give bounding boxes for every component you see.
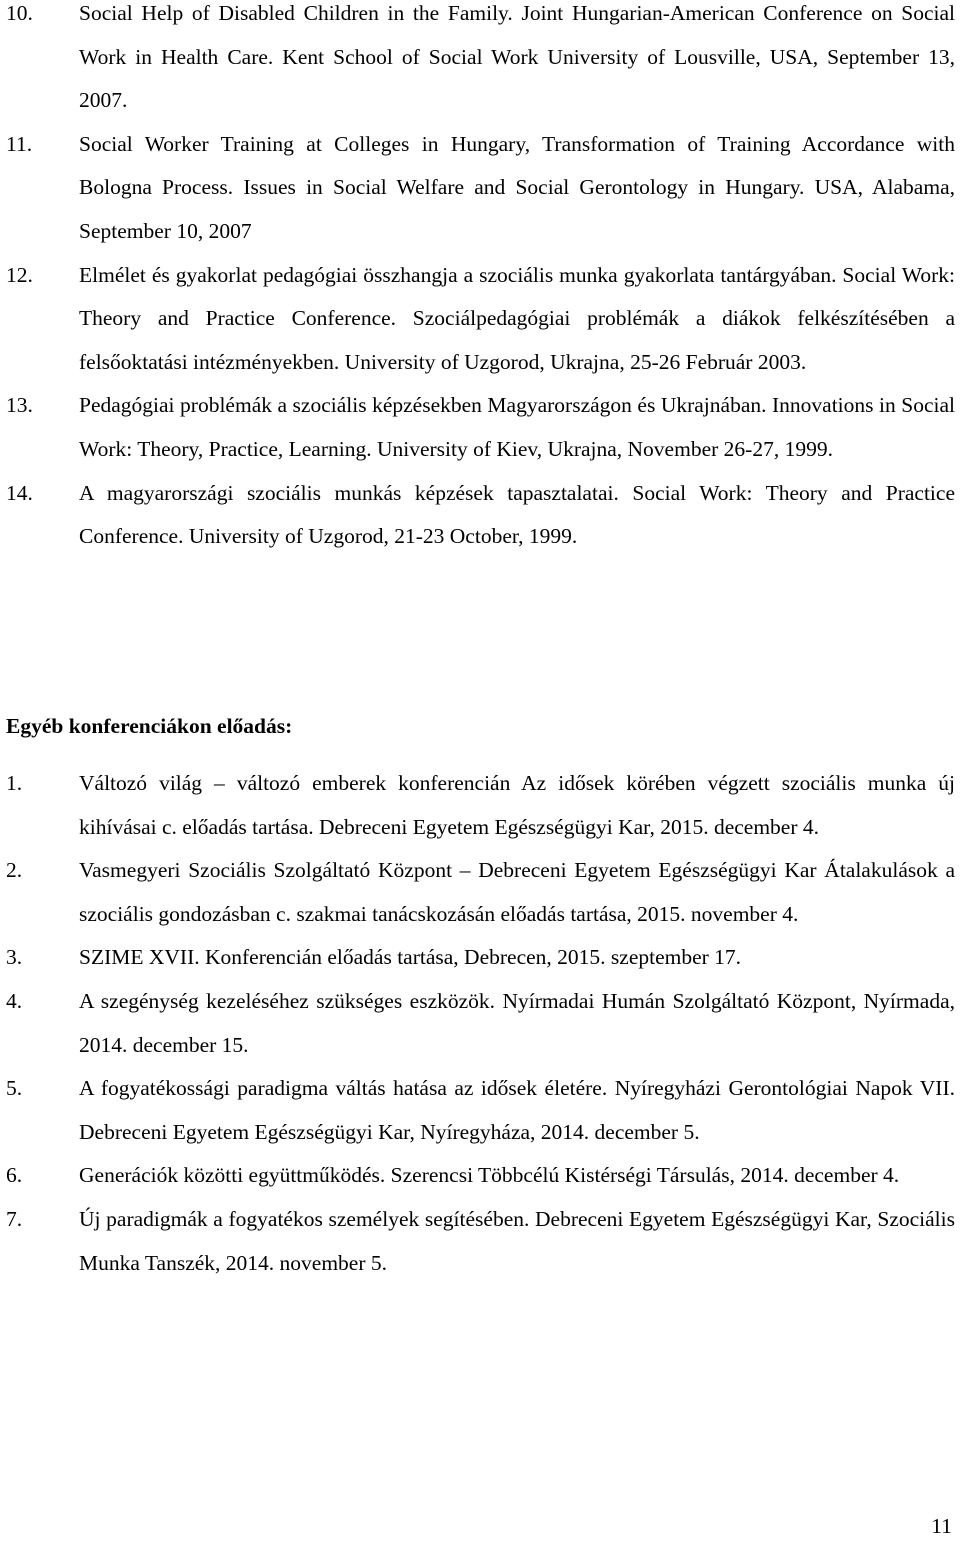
list-item-text: Változó világ – változó emberek konferencián Az idősek körében végzett szociális munka új kihívásai c. előadás tartása. Debreceni Egyetem Egészségügyi Kar, 2015. december 4. <box>79 771 955 839</box>
list-item <box>0 384 960 471</box>
list-item-number: 5. <box>6 1076 23 1101</box>
list-item <box>0 0 960 123</box>
other-conferences-list <box>0 762 960 1285</box>
list-item-text: Generációk közötti együttműködés. Szerencsi Többcélú Kistérségi Társulás, 2014. december 4. <box>79 1163 900 1188</box>
list-item-text: Vasmegyeri Szociális Szolgáltató Központ – Debreceni Egyetem Egészségügyi Kar Átalakulások a szociális gondozásban c. szakmai tanácskozásán előadás tartása, 2015. november 4. <box>79 858 955 926</box>
list-item-number: 2. <box>6 858 23 883</box>
list-item-text: Elmélet és gyakorlat pedagógiai összhangja a szociális munka gyakorlata tantárgyában. Social Work: Theory and Practice Conference. Szociálpedagógiai problémák a diákok felkészítésében a felsőoktatási intézményekben. University of Uzgorod, Ukrajna, 25-26 Február 2003. <box>79 262 955 374</box>
list-item-number: 14. <box>6 480 33 505</box>
section-heading: Egyéb konferenciákon előadás: <box>6 714 293 738</box>
list-item <box>0 849 960 936</box>
list-item-text: SZIME XVII. Konferencián előadás tartása, Debrecen, 2015. szeptember 17. <box>79 945 742 970</box>
list-item-number: 6. <box>6 1163 23 1188</box>
list-item <box>0 936 960 980</box>
list-item-text: A magyarországi szociális munkás képzések tapasztalatai. Social Work: Theory and Practice Conference. University of Uzgorod, 21-23 October, 1999. <box>79 480 955 549</box>
list-item-number: 3. <box>6 945 23 970</box>
list-item-text: Pedagógiai problémák a szociális képzésekben Magyarországon és Ukrajnában. Innovations in Social Work: Theory, Practice, Learning. University of Kiev, Ukrajna, November 26-27, 1999. <box>79 393 955 461</box>
list-item <box>0 1198 960 1285</box>
page-number: 11 <box>931 1514 952 1538</box>
list-item <box>0 1067 960 1154</box>
list-item-number: 1. <box>6 771 23 795</box>
conference-list-continued <box>0 0 960 559</box>
list-item <box>0 980 960 1067</box>
list-item-number: 13. <box>6 393 33 418</box>
list-item-text: A fogyatékossági paradigma váltás hatása az idősek életére. Nyíregyházi Gerontológiai Napok VII. Debreceni Egyetem Egészségügyi Kar, Nyíregyháza, 2014. december 5. <box>79 1076 955 1144</box>
list-item-text: Social Help of Disabled Children in the Family. Joint Hungarian-American Conference on Social Work in Health Care. Kent School of Social Work University of Lousville, USA, September 13, 2007. <box>79 1 955 113</box>
list-item-text: Új paradigmák a fogyatékos személyek segítésében. Debreceni Egyetem Egészségügyi Kar, Szociális Munka Tanszék, 2014. november 5. <box>79 1206 955 1275</box>
list-item-number: 4. <box>6 988 23 1013</box>
list-item-number: 12. <box>6 262 33 287</box>
list-item <box>0 254 960 385</box>
list-item-number: 10. <box>6 1 33 25</box>
list-item <box>0 123 960 254</box>
list-item <box>0 1154 960 1198</box>
list-item-text: A szegénység kezeléséhez szükséges eszközök. Nyírmadai Humán Szolgáltató Központ, Nyírmada, 2014. december 15. <box>79 988 955 1057</box>
list-item-number: 7. <box>6 1206 23 1231</box>
list-item <box>0 472 960 559</box>
list-item-text: Social Worker Training at Colleges in Hungary, Transformation of Training Accordance with Bologna Process. Issues in Social Welfare and Social Gerontology in Hungary. USA, Alabama, September 10, 2007 <box>79 131 955 243</box>
list-item-number: 11. <box>6 131 33 156</box>
list-item <box>0 762 960 849</box>
